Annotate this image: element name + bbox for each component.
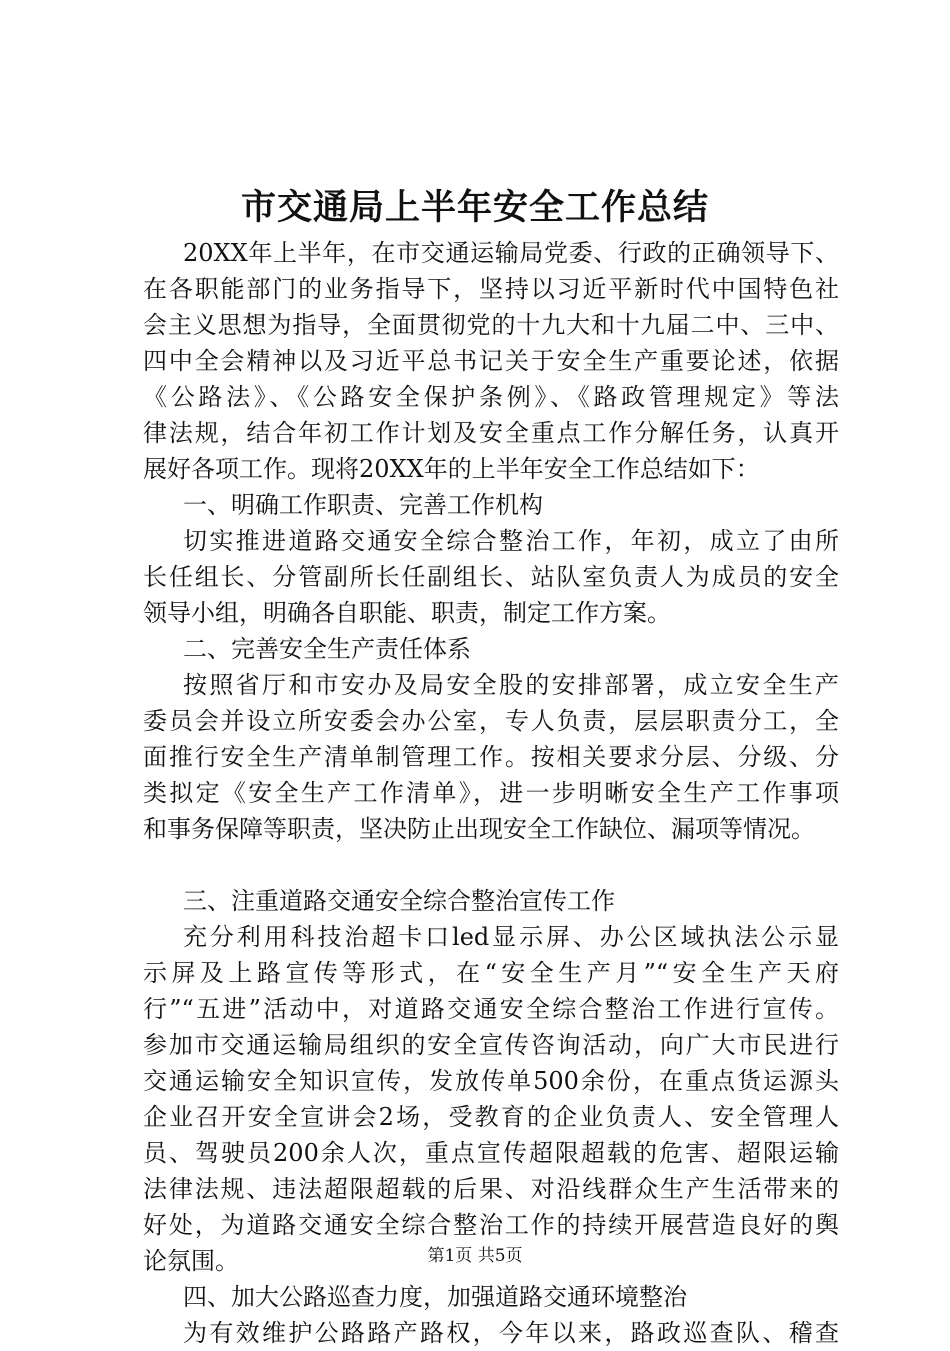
paragraph-line: 参加市交通运输局组织的安全宣传咨询活动，向广大市民进行 [143, 1031, 839, 1059]
section-heading: 二、完善安全生产责任体系 [183, 635, 471, 663]
section-heading: 三、注重道路交通安全综合整治宣传工作 [183, 887, 615, 915]
paragraph-line: 企业召开安全宣讲会2场，受教育的企业负责人、安全管理人 [143, 1103, 839, 1131]
paragraph-line: 员、驾驶员200余人次，重点宣传超限超载的危害、超限运输 [143, 1139, 839, 1167]
paragraph-line: 长任组长、分管副所长任副组长、站队室负责人为成员的安全 [143, 563, 839, 591]
paragraph-line: 行”“五进”活动中，对道路交通安全综合整治工作进行宣传。 [143, 995, 839, 1023]
blank-line [143, 847, 839, 883]
section-heading: 四、加大公路巡查力度，加强道路交通环境整治 [183, 1283, 687, 1311]
section-heading: 一、明确工作职责、完善工作机构 [183, 491, 543, 519]
paragraph-line: 四中全会精神以及习近平总书记关于安全生产重要论述，依据 [143, 347, 839, 375]
paragraph-line: 在各职能部门的业务指导下，坚持以习近平新时代中国特色社 [143, 275, 839, 303]
paragraph-line: 领导小组，明确各自职能、职责，制定工作方案。 [143, 599, 671, 627]
paragraph-line: 论氛围。 [143, 1247, 239, 1275]
paragraph-line: 为有效维护公路路产路权，今年以来，路政巡查队、稽查 [183, 1319, 839, 1347]
paragraph-line: 充分利用科技治超卡口led显示屏、办公区域执法公示显 [183, 923, 839, 951]
paragraph-line: 交通运输安全知识宣传，发放传单500余份，在重点货运源头 [143, 1067, 839, 1095]
paragraph-line: 会主义思想为指导，全面贯彻党的十九大和十九届二中、三中、 [143, 311, 839, 339]
paragraph-line: 面推行安全生产清单制管理工作。按相关要求分层、分级、分 [143, 743, 839, 771]
paragraph-line: 委员会并设立所安委会办公室，专人负责，层层职责分工，全 [143, 707, 839, 735]
paragraph-line: 示屏及上路宣传等形式，在“安全生产月”“安全生产天府 [143, 959, 839, 987]
paragraph-line: 展好各项工作。现将20XX年的上半年安全工作总结如下： [143, 455, 760, 483]
paragraph-line: 法律法规、违法超限超载的后果、对沿线群众生产生活带来的 [143, 1175, 839, 1203]
paragraph-line: 按照省厅和市安办及局安全股的安排部署，成立安全生产 [183, 671, 839, 699]
paragraph-line: 类拟定《安全生产工作清单》，进一步明晰安全生产工作事项 [143, 779, 839, 807]
document-body [143, 235, 839, 1351]
document-title: 市交通局上半年安全工作总结 [240, 187, 709, 228]
paragraph-line: 切实推进道路交通安全综合整治工作，年初，成立了由所 [183, 527, 839, 555]
paragraph-line: 好处，为道路交通安全综合整治工作的持续开展营造良好的舆 [143, 1211, 839, 1239]
paragraph-line: 20XX年上半年，在市交通运输局党委、行政的正确领导下、 [183, 239, 839, 267]
paragraph-line: 和事务保障等职责，坚决防止出现安全工作缺位、漏项等情况。 [143, 815, 815, 843]
paragraph-line: 《公路法》、《公路安全保护条例》、《路政管理规定》等法 [143, 383, 839, 411]
page-footer: 第1页 共5页 [427, 1246, 523, 1266]
paragraph-line: 律法规，结合年初工作计划及安全重点工作分解任务，认真开 [143, 419, 839, 447]
